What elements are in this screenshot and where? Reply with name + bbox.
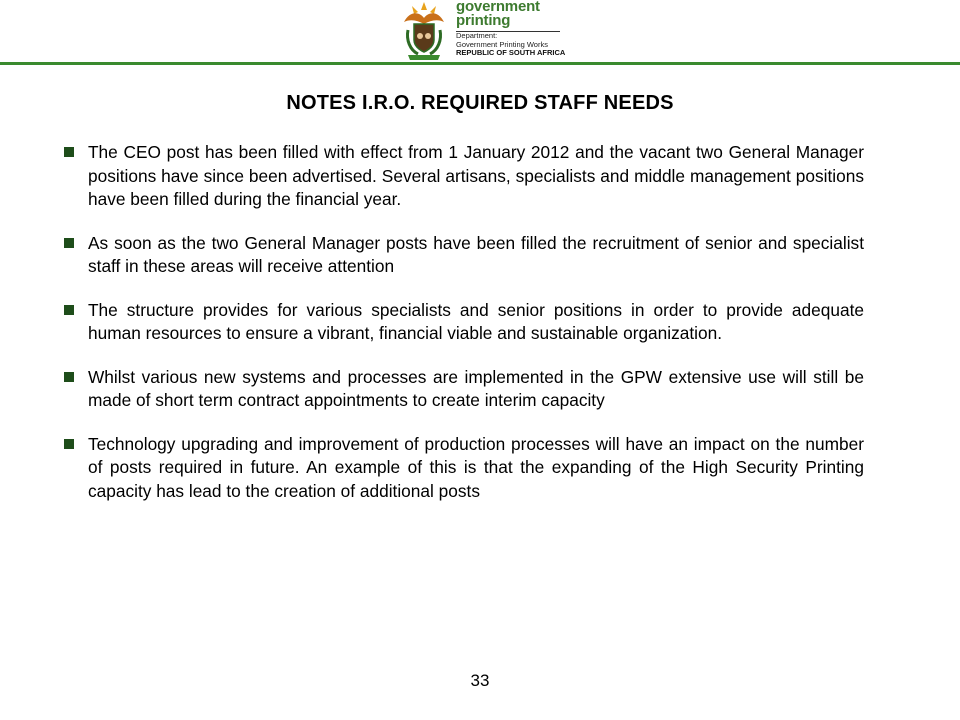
square-bullet-icon	[64, 147, 74, 157]
department-label: Department:	[456, 31, 498, 40]
bullet-item	[62, 366, 864, 413]
bullet-item	[62, 141, 864, 212]
square-bullet-icon	[64, 238, 74, 248]
square-bullet-icon	[64, 372, 74, 382]
government-printing-logo	[398, 0, 568, 64]
slide-header	[0, 0, 960, 66]
brand-name-line2: printing	[456, 12, 511, 29]
brand-text-block	[456, 0, 568, 58]
country-name: REPUBLIC OF SOUTH AFRICA	[456, 48, 566, 57]
bullet-list	[62, 141, 864, 523]
bullet-text: The structure provides for various specialists and senior positions in order to provide adequate human resources to ensure a vibrant, financial viable and sustainable organization.	[88, 299, 864, 343]
department-name: Government Printing Works	[456, 39, 548, 49]
bullet-text: Technology upgrading and improvement of production processes will have an impact on the number of posts required in future. An example of this is that the expanding of the High Security Printing capacity has lead to the creation of additional posts	[88, 433, 864, 501]
bullet-text: As soon as the two General Manager posts have been filled the recruitment of senior and specialist staff in these areas will receive attention	[88, 232, 864, 276]
brand-name-line1: government	[456, 0, 540, 15]
coat-of-arms-icon	[398, 0, 450, 62]
slide-title: NOTES I.R.O. REQUIRED STAFF NEEDS	[286, 92, 674, 114]
page-number: 33	[470, 671, 490, 690]
square-bullet-icon	[64, 305, 74, 315]
bullet-text: Whilst various new systems and processes are implemented in the GPW extensive use will still be made of short term contract appointments to create interim capacity	[88, 366, 864, 410]
bullet-item	[62, 433, 864, 504]
square-bullet-icon	[64, 439, 74, 449]
bullet-item	[62, 299, 864, 346]
bullet-text: The CEO post has been filled with effect from 1 January 2012 and the vacant two General Manager positions have since been advertised. Several artisans, specialists and middle management positions have been filled during the financial year.	[88, 142, 864, 209]
header-divider	[0, 62, 960, 65]
bullet-item	[62, 232, 864, 279]
